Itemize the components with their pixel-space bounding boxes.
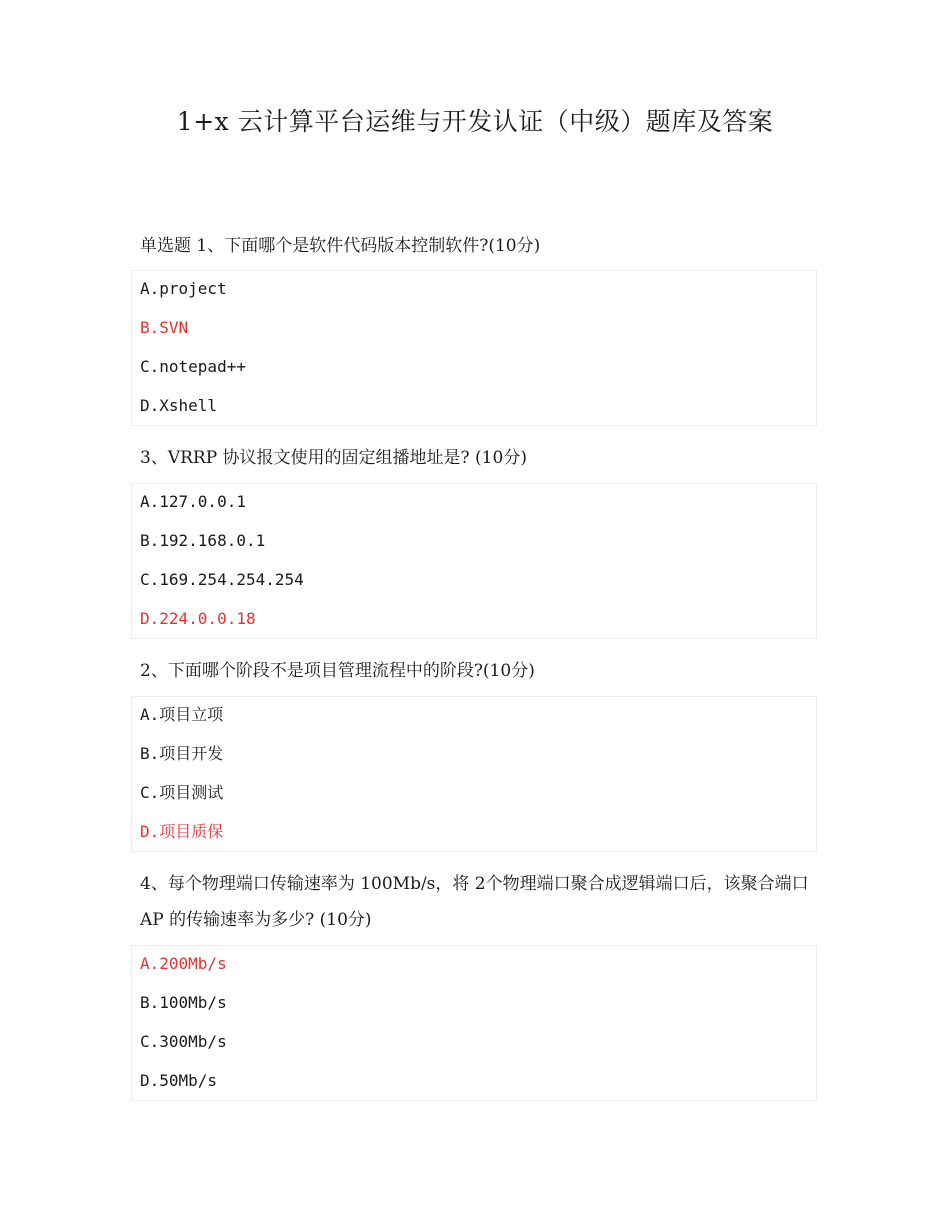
option-3-a: A.项目立项 (140, 705, 224, 724)
options-box-4 (131, 945, 817, 1101)
option-1-b-correct: B.SVN (140, 318, 189, 337)
options-box-1 (131, 270, 817, 426)
options-box-3 (131, 696, 817, 852)
option-4-d: D.50Mb/s (140, 1071, 218, 1090)
option-3-d-correct: D.项目质保 (140, 822, 224, 841)
option-2-c: C.169.254.254.254 (140, 570, 304, 589)
document-title: 1+x 云计算平台运维与开发认证（中级）题库及答案 (176, 107, 774, 136)
question-1: 单选题 1、下面哪个是软件代码版本控制软件?(10分) (140, 236, 541, 256)
option-1-a: A.project (140, 279, 227, 298)
option-3-c: C.项目测试 (140, 783, 224, 802)
option-3-b: B.项目开发 (140, 744, 224, 763)
option-2-d-correct: D.224.0.0.18 (140, 609, 256, 628)
options-box-2 (131, 483, 817, 639)
question-3: 3、VRRP 协议报文使用的固定组播地址是? (10分) (140, 448, 527, 468)
option-4-b: B.100Mb/s (140, 993, 227, 1012)
question-2: 2、下面哪个阶段不是项目管理流程中的阶段?(10分) (140, 661, 535, 681)
option-4-a-correct: A.200Mb/s (140, 954, 227, 973)
option-1-d: D.Xshell (140, 396, 218, 415)
option-1-c: C.notepad++ (140, 357, 246, 376)
question-4: 4、每个物理端口传输速率为 100Mb/s，将 2个物理端口聚合成逻辑端口后，该聚合端口 AP 的传输速率为多少? (10分) (140, 874, 809, 930)
option-4-c: C.300Mb/s (140, 1032, 227, 1051)
option-2-b: B.192.168.0.1 (140, 531, 266, 550)
option-2-a: A.127.0.0.1 (140, 492, 246, 511)
